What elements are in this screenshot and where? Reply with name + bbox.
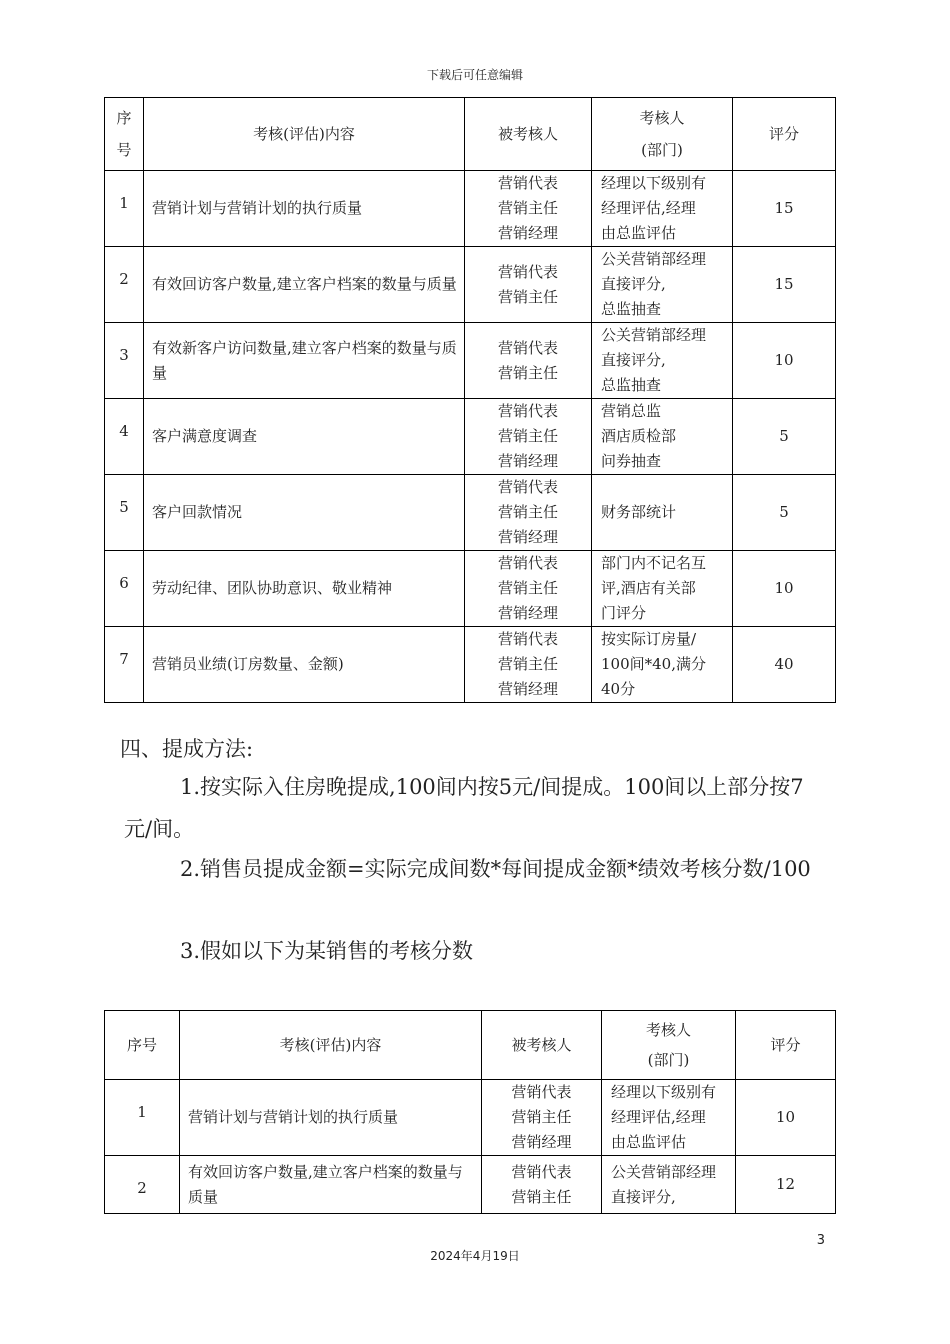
header-seq-line2: 号: [116, 141, 132, 159]
row-seq: 3: [105, 323, 144, 399]
assessee-role: 营销经理: [497, 680, 558, 698]
table-row: [105, 551, 836, 627]
header-seq: 序号: [105, 1011, 180, 1080]
header-content: 考核(评估)内容: [144, 98, 465, 171]
row-assessor: [592, 323, 733, 399]
header-assessor: [592, 98, 733, 171]
page-header: 下载后可任意编辑: [426, 68, 523, 82]
assessee-role: 营销代表: [511, 1083, 572, 1101]
row-assessee: [465, 247, 592, 323]
row-seq: 7: [105, 627, 144, 703]
header-assessor-line2: (部门): [641, 141, 683, 159]
assessee-role: 营销代表: [497, 554, 558, 572]
assessor-line: 100间*40,满分: [601, 655, 706, 673]
assessor-line: 公关营销部经理: [601, 326, 707, 344]
header-content: 考核(评估)内容: [180, 1011, 482, 1080]
row-content: 营销员业绩(订房数量、金额): [144, 627, 465, 703]
header-assessor: [602, 1011, 736, 1080]
row-seq: 5: [105, 475, 144, 551]
row-assessee: [465, 627, 592, 703]
header-assessor-line2: (部门): [647, 1051, 690, 1069]
page-footer-date: 2024年4月19日: [430, 1249, 520, 1263]
assessee-role: 营销主任: [497, 427, 558, 445]
header-assessor-line1: 考核人: [645, 1021, 691, 1039]
assessee-role: 营销主任: [497, 579, 558, 597]
row-score: 10: [736, 1080, 836, 1156]
assessor-line: 酒店质检部: [601, 427, 677, 445]
assessor-line: 经理以下级别有: [601, 174, 707, 192]
row-score: 15: [733, 247, 836, 323]
row-content: 客户满意度调查: [144, 399, 465, 475]
assessor-line: 经理评估,经理: [611, 1108, 706, 1126]
row-seq: 6: [105, 551, 144, 627]
assessment-table-2: [104, 1010, 836, 1214]
table-row: [105, 1080, 836, 1156]
table-header-row: [105, 98, 836, 171]
header-assessee: 被考核人: [482, 1011, 602, 1080]
assessor-line: 经理以下级别有: [611, 1083, 717, 1101]
row-assessee: [465, 171, 592, 247]
assessee-role: 营销代表: [511, 1162, 572, 1181]
assessee-role: 营销经理: [497, 224, 558, 242]
assessee-role: 营销经理: [497, 452, 558, 470]
page-number: 3: [816, 1233, 825, 1248]
assessor-line: 经理评估,经理: [601, 199, 696, 217]
assessee-role: 营销代表: [497, 630, 558, 648]
row-seq: 1: [105, 1080, 180, 1156]
assessor-line: 直接评分,: [611, 1187, 676, 1206]
assessor-line: 公关营销部经理: [601, 250, 707, 268]
header-assessee: 被考核人: [465, 98, 592, 171]
row-assessee: [482, 1080, 602, 1156]
row-seq: 4: [105, 399, 144, 475]
assessee-role: 营销主任: [511, 1108, 572, 1126]
assessee-role: 营销主任: [511, 1187, 572, 1206]
assessor-line: 直接评分,: [601, 275, 666, 293]
assessee-role: 营销主任: [497, 363, 558, 382]
table-header-row: [105, 1011, 836, 1080]
assessee-role: 营销经理: [497, 528, 558, 546]
assessee-role: 营销主任: [497, 503, 558, 521]
assessor-line: 总监抽查: [601, 376, 662, 394]
assessee-role: 营销代表: [497, 338, 558, 357]
row-seq: 1: [105, 171, 144, 247]
header-seq: [105, 98, 144, 171]
row-assessor: [592, 171, 733, 247]
assessee-role: 营销主任: [497, 287, 558, 306]
paragraph-2: 2.销售员提成金额=实际完成间数*每间提成金额*绩效考核分数/100: [180, 857, 811, 881]
paragraph-3: 3.假如以下为某销售的考核分数: [180, 939, 474, 963]
assessor-line: 公关营销部经理: [611, 1162, 717, 1181]
assessor-line: 总监抽查: [601, 300, 662, 318]
row-assessee: [465, 323, 592, 399]
row-assessor: [592, 399, 733, 475]
header-assessor-line1: 考核人: [639, 109, 685, 127]
assessor-line: 由总监评估: [601, 224, 677, 242]
row-score: 12: [736, 1156, 836, 1214]
row-score: 5: [733, 475, 836, 551]
assessee-role: 营销经理: [497, 604, 558, 622]
row-content: 客户回款情况: [144, 475, 465, 551]
table-row: [105, 171, 836, 247]
row-assessor: [592, 475, 733, 551]
row-assessee: [465, 399, 592, 475]
row-assessor: [592, 551, 733, 627]
assessee-role: 营销经理: [511, 1133, 572, 1151]
assessor-line: 问券抽查: [601, 452, 662, 470]
row-score: 10: [733, 323, 836, 399]
row-seq: 2: [105, 247, 144, 323]
assessor-line: 直接评分,: [601, 351, 666, 369]
assessor-line: 40分: [601, 680, 636, 698]
row-content: 有效回访客户数量,建立客户档案的数量与质量: [180, 1156, 482, 1214]
row-assessor: [602, 1080, 736, 1156]
assessment-table-1: [104, 97, 836, 703]
row-score: 5: [733, 399, 836, 475]
assessee-role: 营销代表: [497, 478, 558, 496]
row-assessor: [602, 1156, 736, 1214]
assessor-line: 门评分: [601, 604, 647, 622]
table-row: [105, 323, 836, 399]
row-content: 营销计划与营销计划的执行质量: [144, 171, 465, 247]
row-content: 有效回访客户数量,建立客户档案的数量与质量: [144, 247, 465, 323]
header-score: 评分: [736, 1011, 836, 1080]
assessee-role: 营销主任: [497, 655, 558, 673]
row-assessee: [465, 551, 592, 627]
row-content: 劳动纪律、团队协助意识、敬业精神: [144, 551, 465, 627]
assessor-line: 由总监评估: [611, 1133, 687, 1151]
assessor-line: 营销总监: [601, 402, 662, 420]
table-row: [105, 399, 836, 475]
table-row: [105, 627, 836, 703]
row-content: 营销计划与营销计划的执行质量: [180, 1080, 482, 1156]
assessee-role: 营销主任: [497, 199, 558, 217]
table-row: [105, 1156, 836, 1214]
assessor-line: 部门内不记名互: [601, 554, 707, 572]
assessor-line: 按实际订房量/: [601, 630, 697, 648]
row-assessee: [465, 475, 592, 551]
assessee-role: 营销代表: [497, 402, 558, 420]
table-row: [105, 475, 836, 551]
assessee-role: 营销代表: [497, 262, 558, 281]
assessor-line: 财务部统计: [601, 503, 677, 521]
header-score: 评分: [733, 98, 836, 171]
header-seq-line1: 序: [116, 109, 132, 127]
paragraph-1: 1.按实际入住房晚提成,100间内按5元/间提成。100间以上部分按7元/间。: [124, 775, 804, 841]
row-seq: 2: [105, 1156, 180, 1214]
row-score: 15: [733, 171, 836, 247]
row-score: 40: [733, 627, 836, 703]
assessor-line: 评,酒店有关部: [601, 579, 696, 597]
row-assessee: [482, 1156, 602, 1214]
assessee-role: 营销代表: [497, 174, 558, 192]
section-title: 四、提成方法:: [120, 737, 254, 761]
row-assessor: [592, 247, 733, 323]
table-row: [105, 247, 836, 323]
row-score: 10: [733, 551, 836, 627]
row-assessor: [592, 627, 733, 703]
row-content: 有效新客户访问数量,建立客户档案的数量与质量: [144, 323, 465, 399]
